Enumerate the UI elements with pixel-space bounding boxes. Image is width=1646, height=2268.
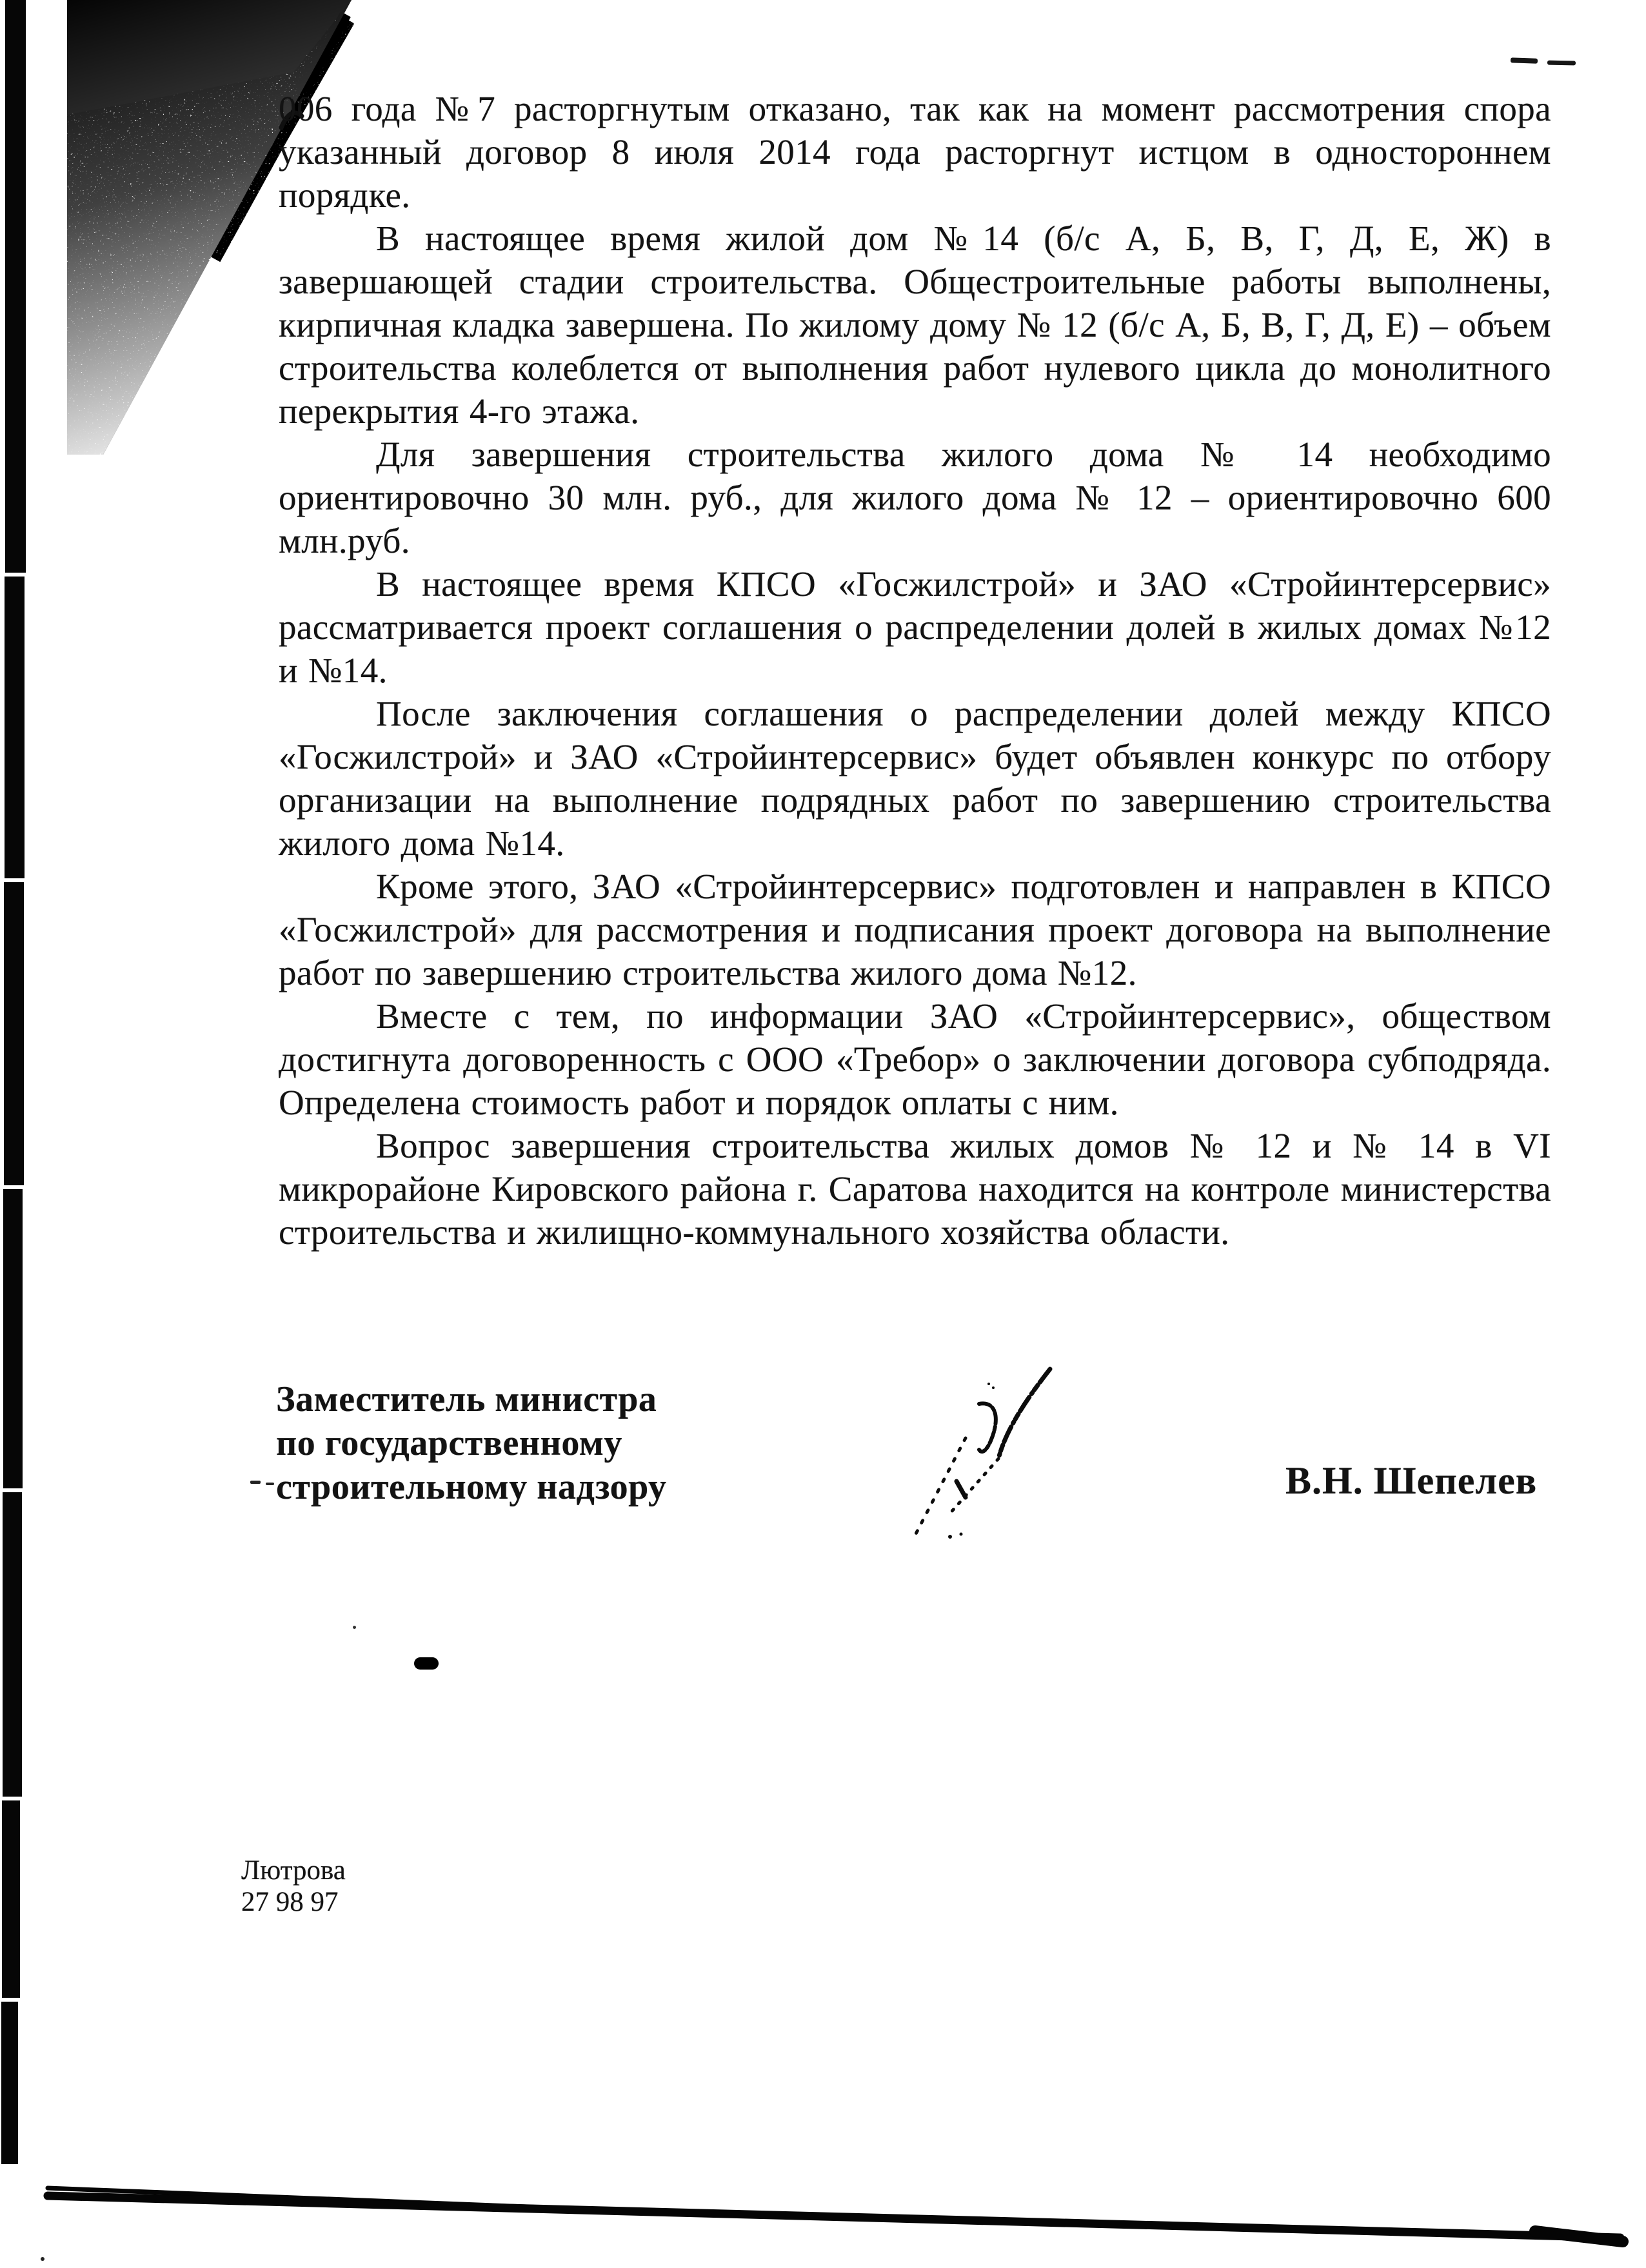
paragraph: Для завершения строительства жилого дома № 14 необходимо ориентировочно 30 млн. руб., для жилого дома № 12 – ориентировочно 600 млн.руб. xyxy=(279,435,1551,560)
paragraph: Кроме этого, ЗАО «Стройинтерсервис» подготовлен и направлен в КПСО «Госжилстрой» для рассмотрения и подписания проект договора на выполнение работ по завершению строительства жилого дома №12. xyxy=(279,867,1551,992)
scan-edge-bar-segment xyxy=(1,2002,18,2164)
signature-title-line: по государственному xyxy=(276,1423,622,1463)
executor-name: Лютрова xyxy=(241,1855,346,1886)
signature-name: В.Н. Шепелев xyxy=(1285,1459,1538,1502)
pen-dash-mark xyxy=(1511,57,1538,63)
letter-body xyxy=(279,87,1551,1254)
scan-edge-bar-segment xyxy=(4,882,24,1185)
paragraph: В настоящее время КПСО «Госжилстрой» и ЗАО «Стройинтерсервис» рассматривается проект соглашения о распределении долей в жилых домах №12 и №14. xyxy=(279,564,1551,690)
executor-contact xyxy=(241,1855,346,1918)
pen-dash-mark xyxy=(1547,61,1576,66)
scan-tick-mark xyxy=(266,1483,274,1485)
paragraph: В настоящее время жилой дом №14 (б/с А, Б, В, Г, Д, Е, Ж) в завершающей стадии строительства. Общестроительные работы выполнены, кирпичная кладка завершена. По жилому дому № 12 (б/с А, Б, В, Г, Д, Е) – объем строительства колеблется от выполнения работ нулевого цикла до монолитного перекрытия 4-го этажа. xyxy=(279,219,1551,431)
ink-speck xyxy=(353,1626,356,1629)
handwritten-signature xyxy=(897,1354,1077,1561)
scan-edge-bar-segment xyxy=(5,577,25,878)
signature-title-line: Заместитель министра xyxy=(276,1379,657,1419)
ink-blob-mark xyxy=(414,1657,439,1670)
paragraph: Вопрос завершения строительства жилых домов № 12 и № 14 в VI микрорайоне Кировского района г. Саратова находится на контроле министерства строительства и жилищно-коммунального хозяйства области. xyxy=(279,1126,1551,1252)
scan-edge-bar-segment xyxy=(2,1800,20,1998)
scan-edge-bar-segment xyxy=(3,1189,23,1488)
scan-tick-mark xyxy=(250,1481,261,1484)
paragraph: После заключения соглашения о распределении долей между КПСО «Госжилстрой» и ЗАО «Стройинтерсервис» будет объявлен конкурс по отбору организации на выполнение подрядных работ по завершению строительства жилого дома №14. xyxy=(279,694,1551,863)
signature-title-line: строительному надзору xyxy=(276,1467,667,1507)
paragraph: Вместе с тем, по информации ЗАО «Стройинтерсервис», обществом достигнута договоренность с ООО «Требор» о заключении договора субподряда. Определена стоимость работ и порядок оплаты с ним. xyxy=(279,996,1551,1122)
paragraph: 006 года №7 расторгнутым отказано, так как на момент рассмотрения спора указанный договор 8 июля 2014 года расторгнут истцом в одностороннем порядке. xyxy=(279,89,1551,215)
scan-edge-bar-segment xyxy=(3,1492,22,1797)
executor-phone: 27 98 97 xyxy=(241,1887,339,1917)
scan-bottom-lines xyxy=(0,2167,1646,2268)
signature-title xyxy=(276,1377,792,1509)
